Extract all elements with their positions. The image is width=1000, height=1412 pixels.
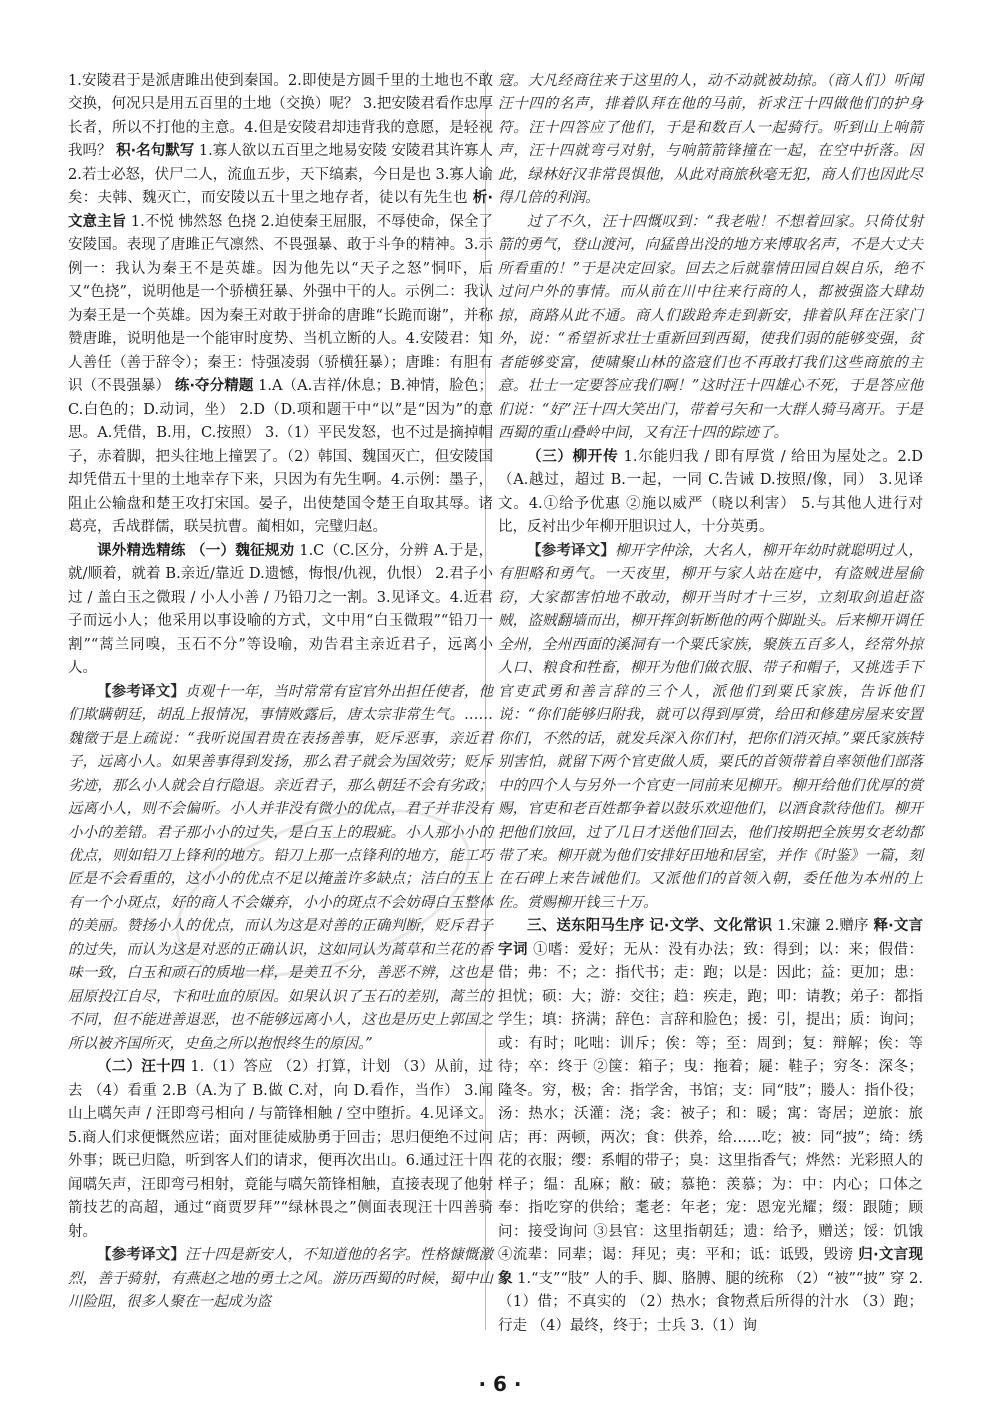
answer-paragraph <box>68 1056 493 1244</box>
answer-paragraph <box>498 446 923 540</box>
section-heading: 三、送东阳马生序 <box>527 918 645 935</box>
answer-text: 1.C（C.区分，分辨 A.于是，就/顺着，就着 B.亲近/靠近 D.遗憾，悔恨/仇视，仇恨） 2.君子小过 / 盖白玉之微瑕 / 小人小善 / 乃铅刀之一割。3.见译文。4.近君子而远小人；他采用以事设喻的方式，文中用“白玉微瑕”“铅刀一割”“蒿兰同嗅，玉石不分”等设喻，劝告君主亲近君子，远离小人。 <box>68 542 493 677</box>
translation-text: 柳开字仲涂，大名人，柳开年幼时就聪明过人，有胆略和勇气。一天夜里，柳开与家人站在庭中，有盗贼进屋偷窃，大家都害怕地不敢动，柳开当时才十三岁，立刻取剑追赶盗贼，盗贼翻墙而出，柳开挥剑斩断他的两个脚趾头。后来柳开调任全州，全州西面的溪洞有一个粟氏家族，聚族五百多人，经常外掠人口、粮食和牲畜，柳开为他们做衣服、带子和帽子，又挑选手下官吏武勇和善言辞的三个人，派他们到粟氏家族，告诉他们说：“你们能够归附我，就可以得到厚赏，给田和修建房屋来安置你们，不然的话，就发兵深入你们村，把你们消灭掉。”粟氏家族特别害怕，就留下两个官吏做人质，粟氏的首领带着自率领他们部落中的四个人与另外一个官吏一同前来见柳开。柳开给他们优厚的赏赐，官吏和老百姓都争着以鼓乐欢迎他们，以酒食款待他们。柳开把他们放回，过了几日才送他们回去，他们按期把全族男女老幼都带了来。柳开就为他们安排好田地和居室，并作《时鉴》一篇，刻在石碑上来告诫他们。又派他们的首领入朝，委任他为本州的上佐。赏赐柳开钱三十万。 <box>498 542 924 911</box>
answer-text: ①嗜：爱好；无从：没有办法；致：得到；以：来；假借：借；弗：不；之：指代书；走：跑；以是：因此；益：更加；患：担忧；硕：大；游：交往；趋：疾走，跑；叩：请教；弟子：都指学生；填：挤满；辞色：言辞和脸色；援：引，提出；质：询问；或：有时；叱咄：训斥；俟：等；至：周到；复：辩解；俟：等待；卒：终于 ②箧：箱子；曳：拖着；屣：鞋子；穷冬：深冬；隆冬。穷，极；舍：指学舍，书馆；支：同“肢”；媵人：指仆役；汤：热水；沃灌：浇；衾：被子；和：暖；寓：寄居；逆旅：旅店；再：两顿，两次；食：供养，给……吃；被：同“披”；绮：绣花的衣服；缨：系帽的带子；臭：这里指香气；烨然：光彩照人的样子；缊：乱麻；敝：破；慕艳：羡慕；为：中：内心；口体之奉：指吃穿的供给；耄老：年老；宠：恩宠光耀；缀：跟随；顾问：接受询问 ③县官：这里指朝廷；遗：给予，赠送；馁：饥饿 ④流辈：同辈；谒：拜见；夷：平和；诋：诋毁，毁谤 <box>498 941 924 1264</box>
translation-title: 【参考译文】 <box>97 1247 186 1264</box>
answer-text: 1.不悦 怫然怒 色挠 2.迫使秦王屈服，不辱使命，保全了安陵国。表现了唐雎正气凛然、不畏强暴、敢于斗争的精神。3.示例一：我认为秦王不是英雄。因为他先以“天子之怒”恫吓，后又“色挠”，说明他是一个骄横狂暴、外强中干的人。示例二：我认为秦王是一个英雄。因为秦王对敢于拼命的唐雎“长跪而谢”，并称赞唐雎，说明他是一个能审时度势、当机立断的人。4.安陵君：知人善任（善于辞令）；秦王：恃强凌弱（骄横狂暴）；唐雎：有胆有识（不畏强暴） <box>68 213 494 395</box>
section-heading: 课外精选精练 （一）魏征规劝 <box>97 542 295 559</box>
section-heading: 归·文言现象 <box>498 1247 923 1287</box>
answer-text: 1.寡人欲以五百里之地易安陵 安陵君其许寡人 2.若士必怒，伏尸二人，流血五步，天下缟素，今日是也 3.寡人谕矣：夫韩、魏灭亡，而安陵以五十里之地存者，徒以有先生也 <box>68 143 494 207</box>
right-column <box>498 70 923 1338</box>
answer-text: 1.尔能归我 / 即有厚赏 / 给田为屋处之。2.D（A.越过，超过 B.一起，一同 C.告诫 D.按照/像，同） 3.见译文。4.①给予优惠 ②施以威严（晓以利害） 5.与其他人进行对比，反衬出少年柳开胆识过人，十分英勇。 <box>498 448 923 536</box>
translation-text: 过了不久，汪十四慨叹到：“我老啦！不想着回家。只倚仗射箭的勇气，登山渡河，向猛兽出没的地方来博取名声，不是大丈夫所看重的！”于是决定回家。回去之后就靠情田园自娱自乐，绝不过问户外的事情。而从前在川中往来行商的人，都被强盗大肆劫掠，商路从此不通。商人们跋跄奔走到新安，排着队拜在汪家门外，说：“希望祈求壮士重新回到西蜀，使我们弱的能够变强，贫者能够变富，使啸聚山林的盗寇们也不再敢打我们这些商旅的主意。壮士一定要答应我们啊！”这时汪十四雄心不死，于是答应他们说：“好”汪十四大笑出门，带着弓矢和一大群人骑马离开。于是西蜀的重山叠岭中间，又有汪十四的踪迹了。 <box>498 213 923 442</box>
answer-text: 1.安陵君于是派唐雎出使到秦国。2.即使是方圆千里的土地也不敢交换，何况只是用五百里的土地（交换）呢？ 3.把安陵君看作忠厚长者，所以不打他的主意。4.但是安陵君却违背我的意愿，是轻视我吗？ <box>68 73 493 160</box>
section-heading: 积·名句默写 <box>116 143 195 160</box>
translation-paragraph <box>68 1244 493 1314</box>
section-heading: 练·夺分精题 <box>174 378 254 395</box>
section-heading: 释·文言字词 <box>498 918 924 958</box>
section-heading: 析·文意主旨 <box>68 190 494 230</box>
translation-text: 寇。大凡经商往来于这里的人，动不动就被劫掠。（商人们）听闻汪十四的名声，排着队拜在他的马前，祈求汪十四做他们的护身符。汪十四答应了他们，于是和数百人一起骑行。听到山上响箭声，汪十四就弯弓对射，与响箭箭锋撞在一起，在空中折落。因此，绿林好汉非常畏惧他，从此对商旅秋毫无犯，商人们也因此尽得几倍的利润。 <box>498 73 923 207</box>
answer-text: 1.A（A.吉祥/休息；B.神情，脸色；C.白色的；D.动词，坐） 2.D（D.项和题干中“以”是“因为”的意思。A.凭借，B.用，C.按照） 3.（1）平民发怒，也不过是摘掉帽子，赤着脚，把头往地上撞罢了。（2）韩国、魏国灭亡，但安陵国却凭借五十里的土地幸存下来，只因为有先生啊。4.示例：墨子，阻止公输盘和楚王攻打宋国。晏子，出使楚国令楚王自取其辱。诸葛亮，舌战群儒，联吴抗曹。蔺相如，完璧归赵。 <box>68 378 493 536</box>
section-heading: 记·文学、文化常识 <box>649 918 773 935</box>
translation-paragraph <box>498 70 923 211</box>
translation-title: 【参考译文】 <box>97 683 186 700</box>
translation-text: 贞观十一年，当时常常有宦官外出担任使者，他们欺瞒朝廷，胡乱上报情况，事情败露后，唐太宗非常生气。……魏徵于是上疏说：“我听说国君贵在表扬善事，贬斥恶事，亲近君子，远离小人。如果善事得到发扬，那么君子就会为国效劳；贬斥劣迹，那么小人就会自行隐退。亲近君子，那么朝廷不会有劣政；远离小人，则不会偏听。小人并非没有微小的优点，君子并非没有小小的差错。君子那小小的过失，是白玉上的瑕疵。小人那小小的优点，则如铅刀上锋利的地方。铅刀上那一点锋利的地方，能工巧匠是不会看重的，这小小的优点不足以掩盖许多缺点；洁白的玉上有一个小斑点，好的商人不会嫌弃，小小的斑点不会妨碍白玉整体的美丽。赞扬小人的优点，而认为这是对善的正确判断，贬斥君子的过失，而认为这是对恶的正确认识，这如同认为蒿草和兰花的香味一致，白玉和顽石的质地一样，是美丑不分，善恶不辨，这也是屈原投江自尽，卞和吐血的原因。如果认识了玉石的差别，蒿兰的不同，但不能进善退恶，也不能够远离小人，这也是历史上郭国之所以被齐国所灭，史鱼之所以抱恨终生的原因。” <box>68 683 494 1052</box>
translation-paragraph <box>68 681 493 1057</box>
answer-text: 1.“支”“肢” 人的手、脚、胳膊、腿的统称 （2）“被”“披” 穿 2.（1）借；不真实的 （2）热水；食物煮后所得的汁水 （3）跑；行走 （4）最终，终于；士兵 3.（1）询 <box>498 1270 924 1334</box>
answer-paragraph <box>498 915 923 1338</box>
section-heading: （三）柳开传 <box>527 448 619 465</box>
answer-paragraph <box>68 540 493 681</box>
answer-text: 1.（1）答应 （2）打算，计划 （3）从前，过去 （4）看重 2.B（A.为了 B.做 C.对，向 D.看作，当作） 3.闻山上嚆矢声 / 汪即弯弓相向 / 与箭锋相触 / 空中堕折。4.见译文。5.商人们求便慨然应诺；面对匪徒威胁勇于回击；思归便绝不过问外事；既已归隐，听到客人们的请求，便再次出山。6.通过汪十四闻嚆矢声，汪即弯弓相射，竟能与嚆矢箭锋相触，直接表现了他射箭技艺的高超，通过“商贾罗拜”“绿林畏之”侧面表现汪十四善骑射。 <box>68 1059 493 1240</box>
translation-text: 汪十四是新安人，不知道他的名字。性格慷慨激烈，善于骑射，有燕赵之地的勇士之风。游历西蜀的时候，蜀中山川险阻，很多人聚在一起成为盗 <box>68 1247 494 1311</box>
left-column <box>68 70 493 1315</box>
translation-title: 【参考译文】 <box>527 542 616 559</box>
answer-paragraph <box>68 70 493 540</box>
section-heading: （二）汪十四 <box>97 1059 186 1076</box>
page-number: · 6 · <box>478 1372 522 1396</box>
answer-text: 1.宋濂 2.赠序 <box>777 918 869 935</box>
translation-paragraph <box>498 540 923 916</box>
translation-paragraph <box>498 211 923 446</box>
